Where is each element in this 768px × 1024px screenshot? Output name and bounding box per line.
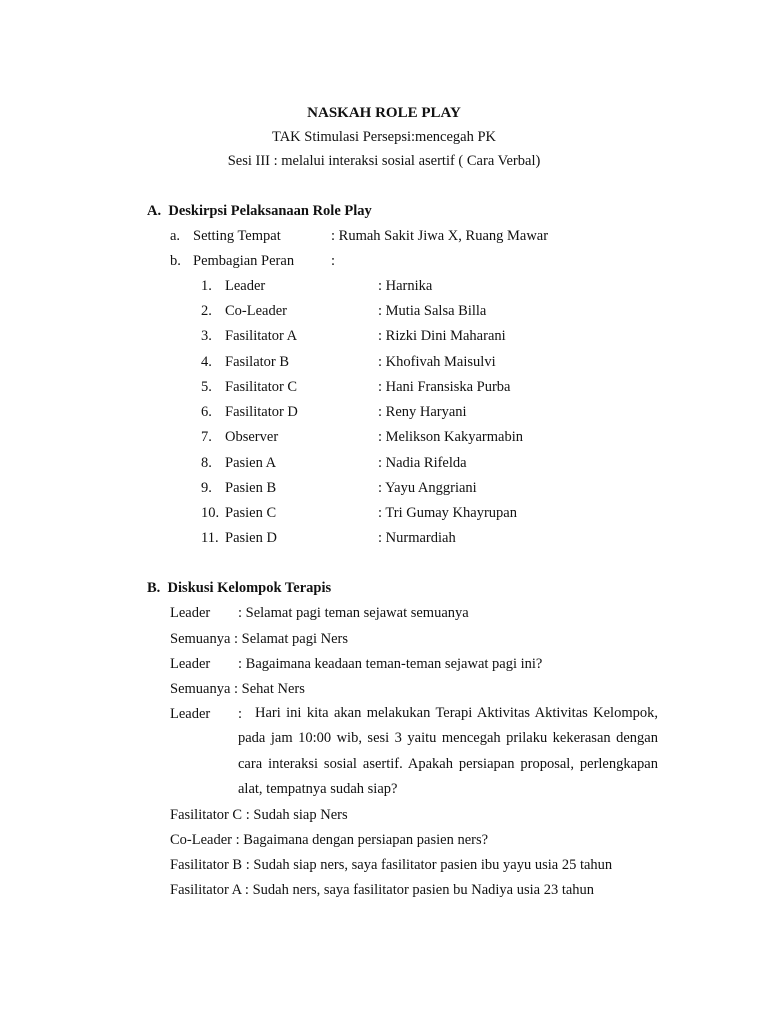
role-person: : Tri Gumay Khayrupan: [378, 505, 517, 521]
role-number: 1.: [201, 278, 212, 294]
item-label: Setting Tempat: [193, 228, 281, 244]
role-person: : Yayu Anggriani: [378, 480, 477, 496]
document-title: NASKAH ROLE PLAY: [307, 105, 461, 121]
dialog-line: [170, 858, 612, 873]
role-title: Fasilator B: [225, 354, 290, 370]
dialog-line: [170, 808, 348, 823]
dialog-speaker: Co-Leader: [170, 832, 232, 848]
item-value: :: [331, 253, 336, 269]
dialog-speaker: Leader: [170, 656, 211, 672]
role-number: 3.: [201, 328, 212, 344]
section-a-heading: A. Deskirpsi Pelaksanaan Role Play: [147, 203, 372, 219]
role-title: Pasien A: [225, 455, 277, 471]
role-title: Pasien C: [225, 505, 277, 521]
dialog-line: [170, 632, 348, 647]
dialog-text: : Selamat pagi teman sejawat semuanya: [238, 605, 469, 621]
item-marker: a.: [170, 228, 181, 244]
role-person: : Mutia Salsa Billa: [378, 303, 487, 319]
dialog-text: : Bagaimana keadaan teman-teman sejawat pagi ini?: [238, 656, 543, 672]
dialog-line: [170, 883, 594, 898]
role-title: Pasien B: [225, 480, 277, 496]
role-title: Pasien D: [225, 530, 277, 546]
dialog-text: : Selamat pagi Ners: [230, 631, 348, 647]
item-value: : Rumah Sakit Jiwa X, Ruang Mawar: [331, 228, 549, 244]
dialog-speaker: Fasilitator A: [170, 882, 242, 898]
item-label: Pembagian Peran: [193, 253, 295, 269]
role-person: : Rizki Dini Maharani: [378, 328, 506, 344]
role-number: 4.: [201, 354, 212, 370]
dialog-colon: :: [238, 706, 243, 722]
role-number: 2.: [201, 303, 212, 319]
role-title: Fasilitator A: [225, 328, 298, 344]
dialog-speaker: Leader: [170, 605, 211, 621]
role-title: Fasilitator C: [225, 379, 298, 395]
role-person: : Nurmardiah: [378, 530, 456, 546]
dialog-text: : Sehat Ners: [230, 681, 305, 697]
dialog-speaker: Fasilitator B: [170, 857, 243, 873]
role-title: Leader: [225, 278, 266, 294]
role-number: 6.: [201, 404, 212, 420]
role-person: : Khofivah Maisulvi: [378, 354, 496, 370]
dialog-speaker: Semuanya: [170, 681, 231, 697]
role-number: 5.: [201, 379, 212, 395]
role-title: Observer: [225, 429, 279, 445]
role-person: : Hani Fransiska Purba: [378, 379, 511, 395]
role-person: : Melikson Kakyarmabin: [378, 429, 523, 445]
document-subtitle: TAK Stimulasi Persepsi:mencegah PK: [272, 129, 496, 145]
dialog-line: [170, 682, 305, 697]
role-title: Fasilitator D: [225, 404, 298, 420]
dialog-speaker: Fasilitator C: [170, 807, 243, 823]
dialog-text: : Bagaimana dengan persiapan pasien ners?: [232, 832, 489, 848]
role-person: : Nadia Rifelda: [378, 455, 467, 471]
dialog-paragraph: Hari ini kita akan melakukan Terapi Aktivitas Aktivitas Kelompok, pada jam 10:00 wib, sesi 3 yaitu mencegah prilaku kekerasan dengan cara interaksi sosial asertif. Apakah persiapan proposal, perlengkapan alat, tempatnya sudah siap?: [238, 705, 658, 797]
dialog-text: : Sudah siap ners, saya fasilitator pasien ibu yayu usia 25 tahun: [242, 857, 613, 873]
session-subtitle: Sesi III : melalui interaksi sosial asertif ( Cara Verbal): [227, 153, 541, 169]
dialog-speaker: Semuanya: [170, 631, 231, 647]
dialog-text: : Sudah ners, saya fasilitator pasien bu Nadiya usia 23 tahun: [241, 882, 595, 898]
role-number: 11.: [201, 530, 219, 546]
dialog-speaker: Leader: [170, 706, 211, 722]
role-number: 7.: [201, 429, 212, 445]
role-person: : Harnika: [378, 278, 433, 294]
dialog-line: [170, 833, 488, 848]
role-number: 9.: [201, 480, 212, 496]
section-b-heading: B. Diskusi Kelompok Terapis: [147, 580, 332, 596]
role-number: 8.: [201, 455, 212, 471]
item-marker: b.: [170, 253, 181, 269]
role-title: Co-Leader: [225, 303, 287, 319]
role-number: 10.: [201, 505, 220, 521]
dialog-text: : Sudah siap Ners: [242, 807, 348, 823]
role-person: : Reny Haryani: [378, 404, 467, 420]
